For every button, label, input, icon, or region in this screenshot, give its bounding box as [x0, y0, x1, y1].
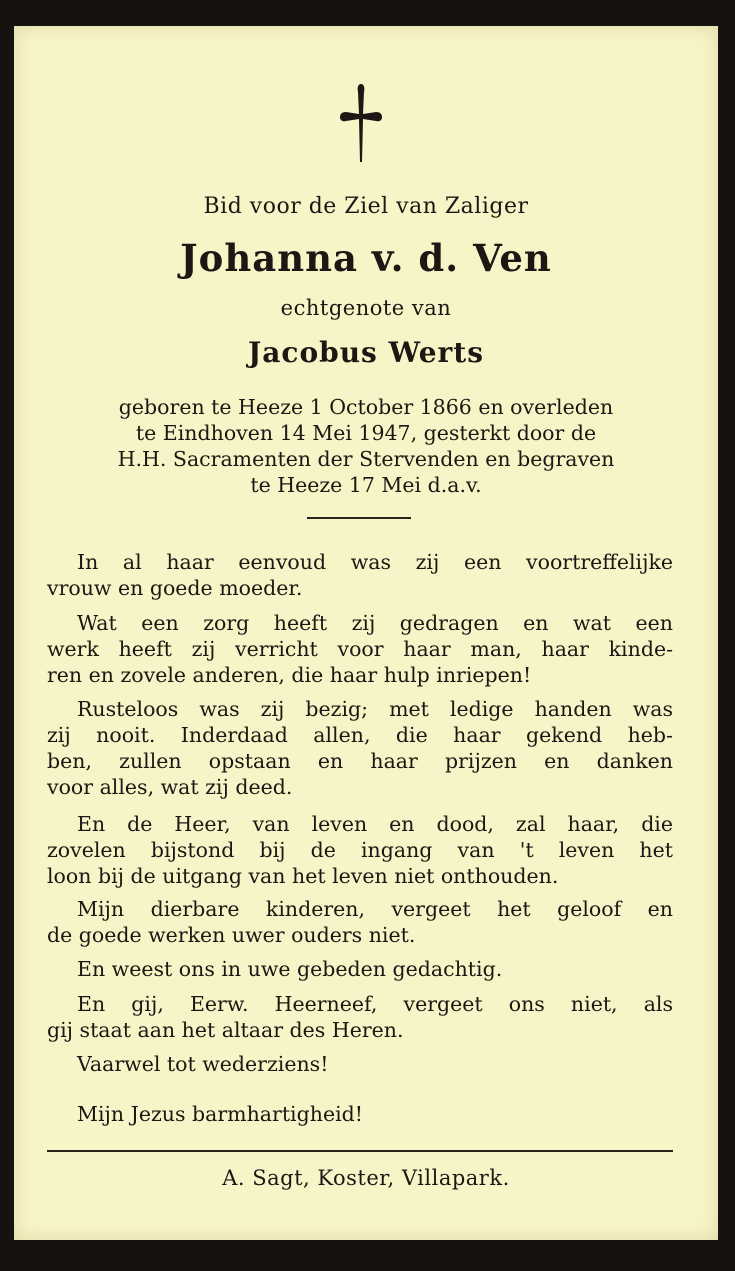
paragraph-line: zovelen bijstond bij de ingang van 't leven het: [47, 838, 673, 862]
paragraph: [47, 1051, 673, 1077]
paragraph: [47, 549, 673, 601]
memorial-card: [14, 26, 718, 1240]
biography-line: geboren te Heeze 1 October 1866 en overleden: [118, 395, 614, 419]
paragraph-line: ben, zullen opstaan en haar prijzen en danken: [47, 749, 673, 773]
cross-icon: [336, 82, 386, 166]
paragraph: [47, 1101, 673, 1127]
paragraph: [47, 696, 673, 800]
paragraph-line: loon bij de uitgang van het leven niet onthouden.: [47, 864, 559, 888]
paragraph: [47, 811, 673, 889]
paragraph: [47, 610, 673, 688]
spouse-name: Jacobus Werts: [248, 336, 484, 369]
printer-credit: A. Sagt, Koster, Villapark.: [222, 1166, 510, 1190]
paragraph-line: Mijn Jezus barmhartigheid!: [77, 1102, 363, 1126]
paragraph-line: zij nooit. Inderdaad allen, die haar gekend heb-: [47, 723, 673, 747]
paragraph: [47, 956, 673, 982]
paragraph: [47, 991, 673, 1043]
paragraph-line: Vaarwel tot wederziens!: [77, 1052, 329, 1076]
paragraph: [47, 896, 673, 948]
paragraph-line: En weest ons in uwe gebeden gedachtig.: [77, 957, 503, 981]
paragraph-line: Rusteloos was zij bezig; met ledige handen was: [77, 697, 673, 721]
paragraph-line: gij staat aan het altaar des Heren.: [47, 1018, 404, 1042]
paragraph-line: In al haar eenvoud was zij een voortreffelijke: [77, 550, 673, 574]
intro-text: Bid voor de Ziel van Zaliger: [203, 194, 529, 219]
spouse-prefix: echtgenote van: [280, 296, 452, 320]
deceased-name: Johanna v. d. Ven: [180, 236, 552, 280]
paragraph-line: En gij, Eerw. Heerneef, vergeet ons niet, als: [77, 992, 673, 1016]
paragraph-line: werk heeft zij verricht voor haar man, haar kinde-: [47, 637, 673, 661]
paragraph-line: de goede werken uwer ouders niet.: [47, 923, 416, 947]
biography-line: te Eindhoven 14 Mei 1947, gesterkt door de: [135, 421, 597, 445]
paragraph-line: Wat een zorg heeft zij gedragen en wat een: [77, 611, 673, 635]
paragraph-line: voor alles, wat zij deed.: [47, 775, 293, 799]
paragraph-line: ren en zovele anderen, die haar hulp inriepen!: [47, 663, 532, 687]
paragraph-line: Mijn dierbare kinderen, vergeet het geloof en: [77, 897, 673, 921]
footer-divider: [47, 1150, 673, 1152]
biography-line: H.H. Sacramenten der Stervenden en begraven: [117, 447, 615, 471]
biography-line: te Heeze 17 Mei d.a.v.: [250, 473, 482, 497]
paragraph-line: En de Heer, van leven en dood, zal haar, die: [77, 812, 673, 836]
divider: [307, 517, 411, 519]
paragraph-line: vrouw en goede moeder.: [47, 576, 303, 600]
